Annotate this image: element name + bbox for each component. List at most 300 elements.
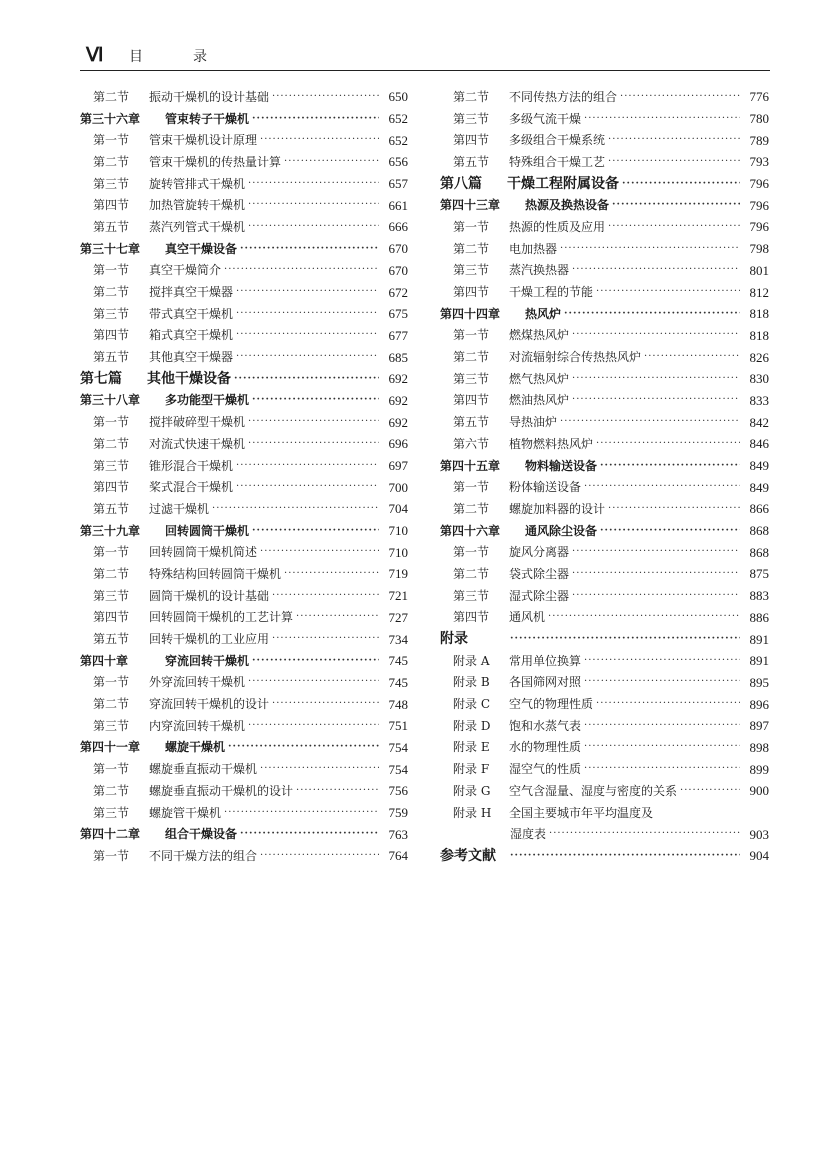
toc-entry-page: 710 — [388, 544, 408, 560]
toc-entry-sec[interactable] — [80, 260, 408, 282]
toc-entry-title: 回转圆筒干燥机的工艺计算 — [149, 610, 294, 625]
toc-entry-sec[interactable] — [80, 758, 408, 780]
toc-entry-number: 第三十六章 — [80, 111, 141, 126]
toc-entry-page: 652 — [388, 132, 408, 148]
toc-entry-sec[interactable] — [440, 715, 769, 737]
dot-leader — [572, 374, 740, 384]
toc-entry-number: 第四十六章 — [440, 523, 501, 538]
dot-leader — [248, 179, 379, 189]
toc-entry-page: 891 — [749, 653, 769, 669]
dot-leader — [272, 634, 379, 644]
toc-entry-page: 896 — [749, 696, 769, 712]
toc-entry-page: 656 — [388, 154, 408, 170]
toc-entry-page: 675 — [388, 306, 408, 322]
dot-leader — [560, 244, 740, 254]
dot-leader — [584, 114, 740, 124]
toc-entry-title: 燃煤热风炉 — [509, 328, 570, 343]
toc-entry-title: 振动干燥机的设计基础 — [149, 89, 270, 104]
dot-leader — [622, 179, 740, 189]
dot-leader — [234, 374, 379, 384]
toc-entry-title: 通风除尘设备 — [525, 523, 598, 538]
dot-leader — [584, 482, 740, 492]
dot-leader — [644, 352, 740, 362]
toc-entry-page: 710 — [388, 523, 408, 539]
dot-leader — [260, 135, 379, 145]
toc-entry-page: 748 — [388, 696, 408, 712]
toc-entry-page: 796 — [749, 176, 769, 192]
toc-entry-page: 727 — [388, 609, 408, 625]
toc-entry-sec[interactable] — [440, 281, 769, 303]
dot-leader — [296, 786, 379, 796]
toc-entry-number: 第三节 — [453, 371, 490, 386]
toc-entry-title: 旋风分离器 — [509, 545, 570, 560]
toc-entry-title: 螺旋管干燥机 — [149, 805, 222, 820]
toc-entry-title: 穿流回转干燥机 — [165, 653, 250, 668]
toc-entry-number: 第二节 — [453, 566, 490, 581]
toc-entry-title: 螺旋加料器的设计 — [509, 501, 606, 516]
toc-entry-title: 全国主要城市年平均温度及 — [509, 805, 654, 820]
toc-column-right — [440, 86, 769, 867]
toc-entry-page: 830 — [749, 371, 769, 387]
toc-entry-title: 箱式真空干燥机 — [149, 328, 234, 343]
toc-entry-title: 穿流回转干燥机的设计 — [149, 697, 270, 712]
toc-entry-title: 热源及换热设备 — [525, 198, 610, 213]
toc-entry-sec[interactable] — [440, 368, 769, 390]
toc-entry-chap[interactable] — [80, 823, 408, 845]
toc-entry-number: 第一节 — [93, 762, 130, 777]
toc-entry-title: 组合干燥设备 — [165, 827, 238, 842]
toc-entry-page: 818 — [749, 306, 769, 322]
toc-entry-sec[interactable] — [440, 693, 769, 715]
toc-entry-title: 管束干燥机设计原理 — [149, 133, 258, 148]
toc-entry-number: 第四十一章 — [80, 740, 141, 755]
toc-entry-title: 回转圆筒干燥机简述 — [149, 545, 258, 560]
toc-entry-sec[interactable] — [80, 607, 408, 629]
toc-entry-part[interactable] — [440, 845, 769, 867]
toc-entry-number: 第三节 — [453, 263, 490, 278]
toc-entry-sec[interactable] — [440, 498, 769, 520]
toc-entry-number: 第五节 — [453, 415, 490, 430]
toc-entry-title: 不同传热方法的组合 — [509, 89, 618, 104]
toc-entry-number: 第三十九章 — [80, 523, 141, 538]
toc-entry-number: 第一节 — [93, 133, 130, 148]
toc-entry-page: 875 — [749, 566, 769, 582]
dot-leader — [510, 634, 740, 644]
toc-entry-page: 793 — [749, 154, 769, 170]
toc-entry-page: 696 — [388, 436, 408, 452]
toc-entry-page: 789 — [749, 132, 769, 148]
toc-entry-sec[interactable] — [80, 129, 408, 151]
toc-entry-title: 多级气流干燥 — [509, 111, 582, 126]
toc-entry-number: 附录 E — [453, 740, 490, 755]
toc-entry-chap[interactable] — [80, 108, 408, 130]
dot-leader — [248, 417, 379, 427]
toc-entry-title: 空气的物理性质 — [509, 697, 594, 712]
toc-entry-sec[interactable] — [440, 216, 769, 238]
dot-leader — [572, 547, 740, 557]
dot-leader — [252, 526, 379, 536]
toc-entry-number: 第二节 — [453, 350, 490, 365]
toc-entry-page: 796 — [749, 197, 769, 213]
toc-entry-title: 多功能型干燥机 — [165, 393, 250, 408]
toc-entry-title: 锥形混合干燥机 — [149, 458, 234, 473]
toc-entry-number: 第一节 — [93, 415, 130, 430]
toc-entry-sec[interactable] — [440, 86, 769, 108]
toc-entry-title: 带式真空干燥机 — [149, 306, 234, 321]
toc-entry-sec[interactable] — [440, 390, 769, 412]
toc-entry-page: 796 — [749, 219, 769, 235]
toc-entry-number: 第二节 — [93, 697, 130, 712]
toc-entry-chap[interactable] — [80, 238, 408, 260]
toc-entry-page: 898 — [749, 739, 769, 755]
dot-leader — [296, 612, 379, 622]
toc-entry-title: 搅拌真空干燥器 — [149, 285, 234, 300]
toc-entry-page: 745 — [388, 674, 408, 690]
toc-entry-page: 751 — [388, 718, 408, 734]
toc-entry-title: 对流式快速干燥机 — [149, 436, 246, 451]
toc-entry-page: 652 — [388, 111, 408, 127]
dot-leader — [248, 677, 379, 687]
dot-leader — [252, 656, 379, 666]
toc-entry-title: 干燥工程附属设备 — [507, 175, 619, 192]
toc-entry-number: 第四节 — [93, 610, 130, 625]
toc-entry-page: 650 — [388, 89, 408, 105]
dot-leader — [600, 461, 740, 471]
toc-entry-cont[interactable] — [440, 823, 769, 845]
toc-entry-number: 第一节 — [453, 545, 490, 560]
toc-entry-number: 第五节 — [453, 154, 490, 169]
toc-entry-sec[interactable] — [440, 411, 769, 433]
toc-entry-title: 不同干燥方法的组合 — [149, 848, 258, 863]
toc-entry-title: 植物燃料热风炉 — [509, 436, 594, 451]
toc-entry-number: 第三节 — [93, 176, 130, 191]
toc-entry-page: 904 — [749, 848, 769, 864]
dot-leader — [240, 244, 379, 254]
toc-entry-title: 螺旋垂直振动干燥机 — [149, 762, 258, 777]
toc-entry-page: 745 — [388, 653, 408, 669]
toc-entry-number: 第三节 — [453, 111, 490, 126]
toc-entry-page: 692 — [388, 392, 408, 408]
toc-entry-chap[interactable] — [440, 194, 769, 216]
toc-entry-number: 第二节 — [453, 89, 490, 104]
dot-leader — [236, 352, 379, 362]
toc-entry-chap[interactable] — [440, 455, 769, 477]
toc-entry-title: 外穿流回转干燥机 — [149, 675, 246, 690]
toc-entry-number: 第二节 — [93, 566, 130, 581]
toc-entry-page: 900 — [749, 783, 769, 799]
toc-entry-page: 677 — [388, 327, 408, 343]
dot-leader — [236, 309, 379, 319]
toc-entry-page: 657 — [388, 176, 408, 192]
dot-leader — [608, 135, 740, 145]
toc-entry-sec[interactable] — [440, 260, 769, 282]
toc-entry-sec[interactable] — [80, 86, 408, 108]
toc-entry-sec[interactable] — [440, 607, 769, 629]
dot-leader — [608, 157, 740, 167]
toc-entry-number: 第五节 — [93, 350, 130, 365]
dot-leader — [548, 612, 740, 622]
dot-leader — [564, 309, 740, 319]
toc-entry-number: 第四节 — [93, 328, 130, 343]
toc-entry-number: 第四十章 — [80, 653, 129, 668]
dot-leader — [248, 222, 379, 232]
toc-entry-sec[interactable] — [80, 693, 408, 715]
toc-entry-sec[interactable] — [440, 672, 769, 694]
toc-entry-page: 685 — [388, 349, 408, 365]
toc-entry-sec[interactable] — [440, 238, 769, 260]
toc-entry-sec[interactable] — [80, 498, 408, 520]
toc-entry-page: 842 — [749, 414, 769, 430]
toc-entry-number: 第三节 — [93, 458, 130, 473]
toc-entry-number: 第五节 — [93, 632, 130, 647]
toc-entry-sec[interactable] — [80, 281, 408, 303]
dot-leader — [584, 677, 740, 687]
toc-entry-chap[interactable] — [80, 737, 408, 759]
toc-entry-sec[interactable] — [440, 325, 769, 347]
toc-entry-number: 第二节 — [453, 501, 490, 516]
dot-leader — [680, 786, 740, 796]
toc-entry-sec[interactable] — [440, 585, 769, 607]
toc-entry-sec[interactable] — [440, 541, 769, 563]
toc-entry-sec[interactable] — [440, 476, 769, 498]
toc-entry-number: 第一节 — [93, 263, 130, 278]
toc-entry-sec[interactable] — [80, 411, 408, 433]
toc-entry-sec[interactable] — [80, 628, 408, 650]
toc-entry-page: 719 — [388, 566, 408, 582]
toc-entry-sec[interactable] — [80, 563, 408, 585]
toc-entry-number: 第一节 — [453, 480, 490, 495]
toc-entry-number: 第四十四章 — [440, 306, 501, 321]
toc-entry-number: 第四十三章 — [440, 198, 501, 213]
page-number-roman: Ⅵ — [86, 45, 104, 66]
toc-entry-part[interactable] — [440, 628, 769, 650]
toc-entry-title: 袋式除尘器 — [509, 566, 570, 581]
toc-entry-title: 特殊组合干燥工艺 — [509, 154, 606, 169]
toc-entry-page: 886 — [749, 609, 769, 625]
toc-entry-page: 849 — [749, 479, 769, 495]
toc-entry-number: 第四节 — [93, 480, 130, 495]
toc-entry-page: 666 — [388, 219, 408, 235]
header-divider — [80, 70, 770, 71]
toc-entry-number: 第七篇 — [80, 370, 122, 387]
toc-entry-chap[interactable] — [80, 650, 408, 672]
toc-entry-title: 燃气热风炉 — [509, 371, 570, 386]
toc-entry-title: 物料输送设备 — [525, 458, 598, 473]
toc-entry-sec[interactable] — [440, 108, 769, 130]
toc-entry-number: 第八篇 — [440, 175, 482, 192]
dot-leader — [612, 200, 740, 210]
toc-entry-title: 管束转子干燥机 — [165, 111, 250, 126]
dot-leader — [596, 699, 740, 709]
toc-entry-page: 895 — [749, 674, 769, 690]
toc-entry-number: 附录 H — [453, 805, 492, 820]
toc-entry-title: 燃油热风炉 — [509, 393, 570, 408]
toc-entry-page: 756 — [388, 783, 408, 799]
dot-leader — [236, 287, 379, 297]
toc-entry-number: 附录 A — [453, 653, 490, 668]
toc-entry-number: 第二节 — [93, 436, 130, 451]
dot-leader — [608, 504, 740, 514]
dot-leader — [228, 742, 379, 752]
toc-entry-title: 电加热器 — [509, 241, 558, 256]
toc-entry-page: 721 — [388, 588, 408, 604]
toc-entry-number: 第四十二章 — [80, 827, 141, 842]
toc-entry-title: 桨式混合干燥机 — [149, 480, 234, 495]
toc-entry-page: 826 — [749, 349, 769, 365]
toc-entry-sec[interactable] — [80, 433, 408, 455]
toc-entry-sec[interactable] — [80, 541, 408, 563]
toc-entry-chap[interactable] — [80, 390, 408, 412]
dot-leader — [284, 569, 379, 579]
dot-leader — [620, 92, 740, 102]
dot-leader — [224, 808, 379, 818]
toc-entry-number: 第三十八章 — [80, 393, 141, 408]
toc-entry-sec[interactable] — [80, 151, 408, 173]
toc-entry-page: 670 — [388, 241, 408, 257]
toc-entry-number: 附录 D — [453, 718, 491, 733]
dot-leader — [572, 330, 740, 340]
toc-entry-number: 第三十七章 — [80, 241, 141, 256]
toc-entry-number: 第四节 — [453, 285, 490, 300]
dot-leader — [584, 764, 740, 774]
toc-entry-number: 第二节 — [93, 285, 130, 300]
toc-entry-title: 圆筒干燥机的设计基础 — [149, 588, 270, 603]
toc-entry-sec[interactable] — [80, 715, 408, 737]
toc-entry-sec[interactable] — [80, 173, 408, 195]
dot-leader — [596, 287, 740, 297]
toc-entry-page: 776 — [749, 89, 769, 105]
dot-leader — [272, 591, 379, 601]
toc-entry-sec[interactable] — [80, 194, 408, 216]
toc-entry-sec[interactable] — [80, 325, 408, 347]
toc-entry-title: 常用单位换算 — [509, 653, 582, 668]
toc-entry-title: 过滤干燥机 — [149, 501, 210, 516]
toc-entry-sec[interactable] — [80, 585, 408, 607]
dot-leader — [252, 395, 379, 405]
toc-entry-number: 附录 — [440, 631, 468, 648]
toc-entry-chap[interactable] — [440, 303, 769, 325]
toc-entry-page: 833 — [749, 392, 769, 408]
toc-entry-title: 螺旋干燥机 — [165, 740, 226, 755]
toc-entry-part[interactable] — [80, 368, 408, 390]
toc-entry-number: 附录 B — [453, 675, 490, 690]
page-header — [86, 44, 770, 72]
toc-entry-page: 846 — [749, 436, 769, 452]
toc-entry-title: 热风炉 — [525, 306, 562, 321]
dot-leader — [248, 200, 379, 210]
dot-leader — [572, 569, 740, 579]
toc-entry-title: 导热油炉 — [509, 415, 558, 430]
toc-entry-number: 第三节 — [93, 718, 130, 733]
toc-entry-page: 697 — [388, 458, 408, 474]
toc-entry-number: 第三节 — [93, 805, 130, 820]
toc-entry-page: 798 — [749, 241, 769, 257]
toc-entry-sec[interactable] — [440, 780, 769, 802]
toc-entry-number: 附录 G — [453, 783, 491, 798]
toc-entry-chap[interactable] — [80, 520, 408, 542]
toc-entry-sec[interactable] — [80, 303, 408, 325]
toc-entry-sec[interactable] — [440, 802, 769, 824]
toc-entry-sec[interactable] — [80, 455, 408, 477]
toc-entry-page: 692 — [388, 414, 408, 430]
toc-entry-sec[interactable] — [440, 433, 769, 455]
toc-entry-title: 蒸汽换热器 — [509, 263, 570, 278]
toc-entry-title: 搅拌破碎型干燥机 — [149, 415, 246, 430]
toc-entry-number: 第二节 — [453, 241, 490, 256]
toc-entry-page: 818 — [749, 327, 769, 343]
toc-entry-sec[interactable] — [80, 845, 408, 867]
toc-entry-page: 868 — [749, 523, 769, 539]
toc-entry-title: 湿空气的性质 — [509, 762, 582, 777]
toc-entry-title: 粉体输送设备 — [509, 480, 582, 495]
toc-entry-sec[interactable] — [80, 802, 408, 824]
toc-entry-title: 螺旋垂直振动干燥机的设计 — [149, 783, 294, 798]
dot-leader — [510, 851, 740, 861]
toc-entry-page: 780 — [749, 111, 769, 127]
toc-entry-number: 第六节 — [453, 436, 490, 451]
toc-entry-title: 回转干燥机的工业应用 — [149, 632, 270, 647]
toc-entry-sec[interactable] — [440, 650, 769, 672]
toc-entry-page: 763 — [388, 826, 408, 842]
dot-leader — [260, 547, 379, 557]
dot-leader — [248, 439, 379, 449]
toc-entry-title: 加热管旋转干燥机 — [149, 198, 246, 213]
toc-entry-page: 899 — [749, 761, 769, 777]
toc-entry-sec[interactable] — [440, 129, 769, 151]
toc-entry-sec[interactable] — [440, 346, 769, 368]
toc-entry-title: 热源的性质及应用 — [509, 219, 606, 234]
dot-leader — [272, 699, 379, 709]
toc-entry-page: 891 — [749, 631, 769, 647]
toc-entry-chap[interactable] — [440, 520, 769, 542]
toc-entry-part[interactable] — [440, 173, 769, 195]
dot-leader — [560, 417, 740, 427]
toc-entry-sec[interactable] — [440, 563, 769, 585]
dot-leader — [236, 482, 379, 492]
dot-leader — [596, 439, 740, 449]
toc-entry-page: 661 — [388, 197, 408, 213]
dot-leader — [240, 829, 379, 839]
toc-entry-title: 湿式除尘器 — [509, 588, 570, 603]
toc-entry-title: 干燥工程的节能 — [509, 285, 594, 300]
toc-entry-sec[interactable] — [80, 780, 408, 802]
toc-entry-page: 734 — [388, 631, 408, 647]
dot-leader — [260, 851, 379, 861]
toc-entry-title: 对流辐射综合传热热风炉 — [509, 350, 642, 365]
toc-entry-sec[interactable] — [440, 151, 769, 173]
dot-leader — [224, 265, 379, 275]
dot-leader — [272, 92, 379, 102]
toc-entry-title: 湿度表 — [510, 827, 547, 842]
toc-entry-sec[interactable] — [440, 737, 769, 759]
toc-entry-number: 附录 C — [453, 697, 490, 712]
toc-entry-sec[interactable] — [80, 476, 408, 498]
toc-entry-sec[interactable] — [80, 672, 408, 694]
dot-leader — [572, 395, 740, 405]
toc-entry-number: 第一节 — [93, 675, 130, 690]
toc-entry-title: 水的物理性质 — [509, 740, 582, 755]
toc-entry-page: 692 — [388, 371, 408, 387]
toc-entry-number: 第五节 — [93, 501, 130, 516]
dot-leader — [584, 656, 740, 666]
dot-leader — [600, 526, 740, 536]
toc-entry-sec[interactable] — [80, 346, 408, 368]
toc-entry-page: 812 — [749, 284, 769, 300]
toc-entry-sec[interactable] — [80, 216, 408, 238]
toc-entry-number: 第四十五章 — [440, 458, 501, 473]
toc-entry-sec[interactable] — [440, 758, 769, 780]
toc-entry-number: 附录 F — [453, 762, 490, 777]
